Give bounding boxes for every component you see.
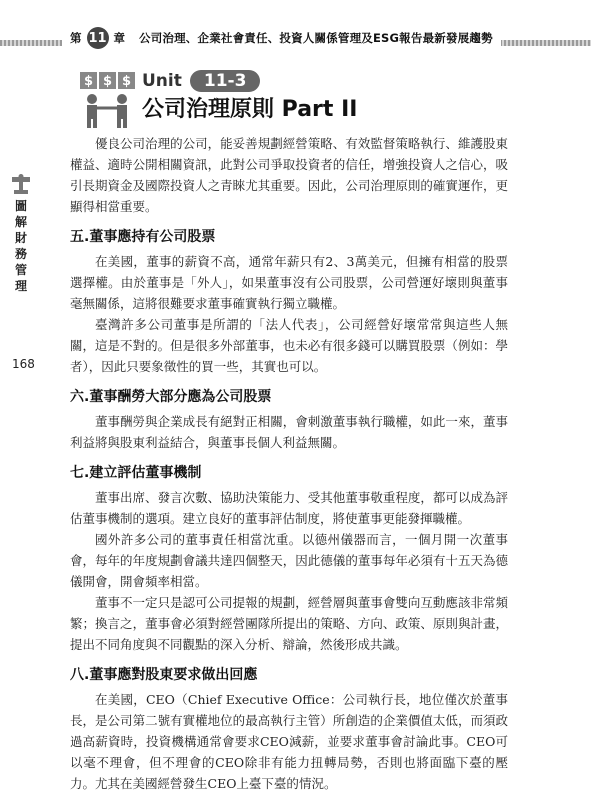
sidebar-char: 務 xyxy=(14,247,27,261)
section-paragraph: 臺灣許多公司董事是所謂的「法人代表」，公司經營好壞常常與這些人無關，這是不對的。但是很多外部董事，也未必有很多錢可以購買股票（例如：學者），因此只要象徵性的買一些，其實也可以。 xyxy=(70,317,508,374)
section-heading: 六.董事酬勞大部分應為公司股票 xyxy=(70,389,272,405)
chapter-header xyxy=(62,28,501,48)
sidebar-book-title xyxy=(13,198,29,294)
svg-text:$: $ xyxy=(102,74,113,89)
money-people-icon xyxy=(78,70,138,130)
page-number: 168 xyxy=(12,357,35,371)
section-paragraph: 董事酬勞與企業成長有絕對正相關，會刺激董事執行職權，如此一來，董事利益將與股東利益結合，與董事長個人利益無關。 xyxy=(70,414,508,450)
section-paragraph: 在美國，董事的薪資不高，通常年薪只有2、3萬美元，但擁有相當的股票選擇權。由於董事是「外人」，如果董事沒有公司股票，公司營運好壞則與董事毫無關係，這將很難要求董事確實執行獨立職權。 xyxy=(70,254,508,311)
stamp-icon xyxy=(9,174,33,196)
section-heading: 七.建立評估董事機制 xyxy=(70,465,202,481)
sidebar-char: 管 xyxy=(14,263,27,277)
sidebar-char: 理 xyxy=(14,279,27,293)
section-paragraph: 董事不一定只是認可公司提報的規劃，經營層與董事會雙向互動應該非常頻繁；換言之，董事會必須對經營團隊所提出的策略、方向、政策、原則與計畫，提出不同角度與不同觀點的深入分析、辯論，然後形成共識。 xyxy=(70,595,508,652)
section-paragraph: 在美國，CEO（Chief Executive Office：公司執行長，地位僅次於董事長，是公司第二號有實權地位的最高執行主管）所創造的企業價值太低，而須政過高薪資時，投資機構通常會要求CEO減薪，並要求董事會討論此事。CEO可以毫不理會，但不理會的CEO除非有能力扭轉局勢，否則也將面臨下臺的壓力。尤其在美國經營發生CEO上臺下臺的情況。 xyxy=(70,692,508,791)
sidebar-char: 圖 xyxy=(14,199,27,213)
svg-text:$: $ xyxy=(121,74,132,89)
section-paragraph: 國外許多公司的董事責任相當沈重。以德州儀器而言，一個月開一次董事會，每年的年度規劃會議共達四個整天，因此德儀的董事每年必須有十五天為德儀開會，開會頻率相當。 xyxy=(70,532,508,589)
article-body xyxy=(70,133,508,794)
chapter-number-badge: 11 xyxy=(87,27,109,49)
chapter-suffix: 章 xyxy=(113,31,125,45)
chapter-title: 公司治理、企業社會責任、投資人關係管理及ESG報告最新發展趨勢 xyxy=(139,31,493,45)
unit-label: Unit xyxy=(142,71,182,91)
chapter-prefix: 第 xyxy=(70,31,82,45)
section-heading: 八.董事應對股東要求做出回應 xyxy=(70,667,258,683)
page-title: 公司治理原則 Part II xyxy=(142,97,358,122)
intro-paragraph: 優良公司治理的公司，能妥善規劃經營策略、有效監督策略執行、維護股東權益、適時公開相關資訊，此對公司爭取投資者的信任，增強投資人之信心，吸引長期資金及國際投資人之青睞尤其重要。因此，公司治理原則的確實運作，更顯得相當重要。 xyxy=(70,136,508,214)
section-paragraph: 董事出席、發言次數、協助決策能力、受其他董事敬重程度，都可以成為評估董事機制的選項。建立良好的董事評估制度，將使董事更能發揮職權。 xyxy=(70,490,508,526)
svg-text:$: $ xyxy=(83,74,94,89)
sidebar-char: 解 xyxy=(14,215,27,229)
section-heading: 五.董事應持有公司股票 xyxy=(70,229,216,245)
sidebar-char: 財 xyxy=(14,231,27,245)
unit-badge xyxy=(142,70,260,92)
unit-number: 11-3 xyxy=(190,70,261,92)
